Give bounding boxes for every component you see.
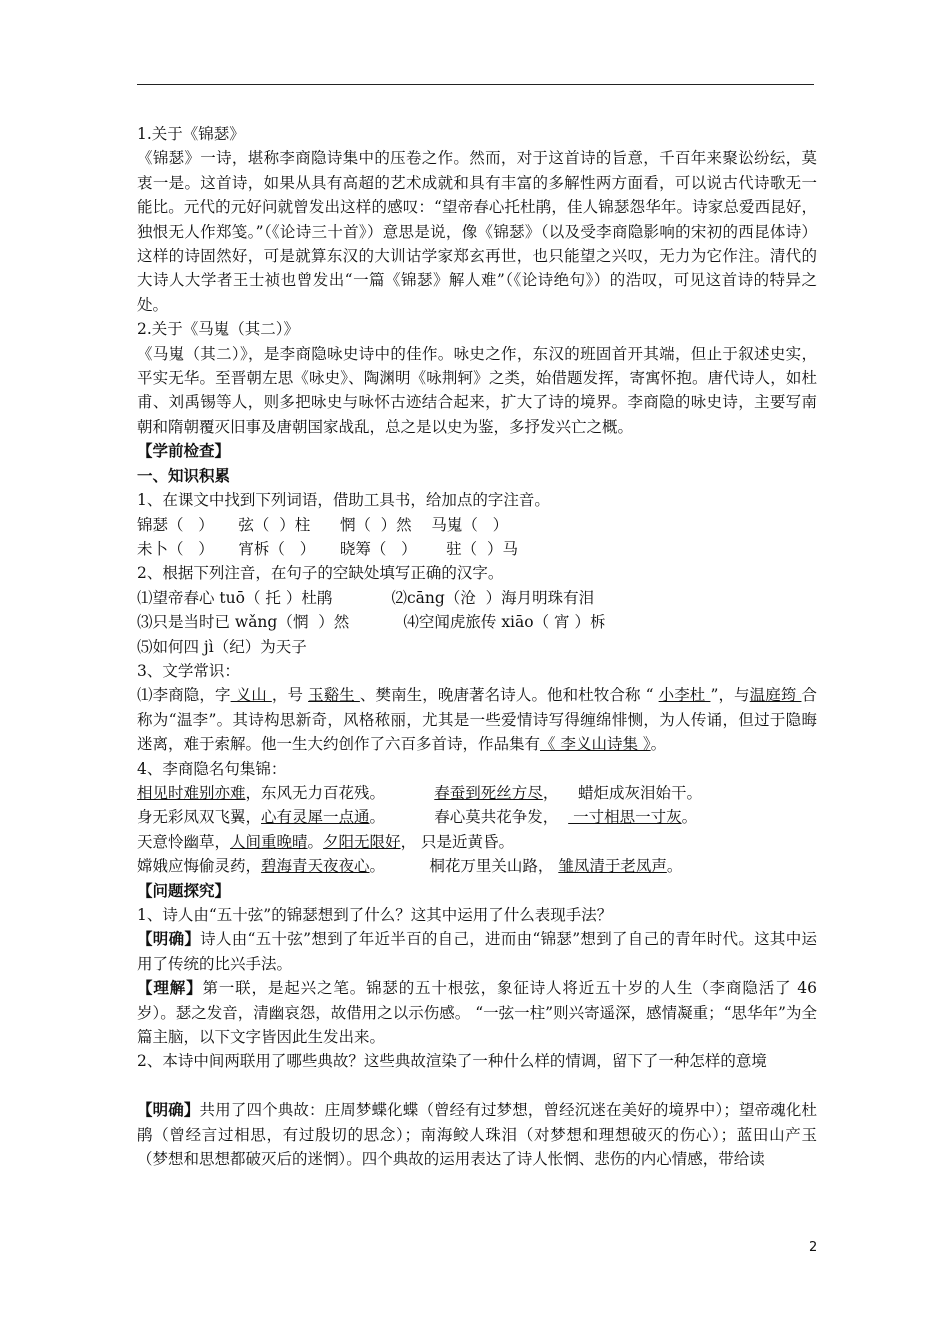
answer-wentingyun: 温庭筠	[749, 686, 802, 705]
question-1: 1、在课文中找到下列词语，借助工具书，给加点的字注音。	[137, 491, 550, 510]
quote-answer: 一寸相思一寸灰	[568, 808, 682, 827]
answer-yishan: 义山	[230, 686, 272, 705]
inquiry-answer-1	[137, 927, 817, 976]
facts-text: 、樊南生，晚唐著名诗人。他和杜牧合称 “	[359, 686, 659, 705]
question-3: 3、文学常识：	[137, 661, 240, 680]
question-2: 2、根据下列注音，在句子的空缺处填写正确的汉字。	[137, 564, 504, 583]
fill-row-2: ⑶只是当时已 wǎng（惘 ）然 ⑷空闻虎旅传 xiāo（ 宵 ）柝	[137, 613, 606, 632]
quote-text: 。 桐花万里关山路，	[369, 857, 559, 876]
pre-check-heading: 【学前检查】	[137, 441, 231, 461]
quote-text: 。 春心莫共花争发，	[369, 808, 569, 827]
quote-text: ， 蜡炬成灰泪始干。	[542, 783, 703, 802]
quote-text: ，东风无力百花残。	[245, 783, 435, 802]
quote-row-4	[137, 854, 817, 878]
quote-row-1	[137, 781, 817, 805]
pinyin-row-1: 锦瑟（ ） 弦（ ）柱 惘（ ）然 马嵬（ ）	[137, 515, 509, 534]
quote-row-3	[137, 830, 817, 854]
answer-yuxisheng: 玉谿生	[308, 686, 360, 705]
quote-answer: 相见时难别亦难	[137, 783, 246, 802]
inquiry-answer-2	[137, 1098, 817, 1171]
fill-row-1: ⑴望帝春心 tuō（ 托 ）杜鹃 ⑵cāng（沧 ）海月明珠有泪	[137, 588, 595, 607]
facts-text: ⑴李商隐，字	[137, 686, 231, 705]
section-2-body: 《马嵬（其二）》，是李商隐咏史诗中的佳作。咏史之作，东汉的班固首开其端，但止于叙述史实，平实无华。至晋朝左思《咏史》、陶渊明《咏荆轲》之类，始借题发挥，寄寓怀抱。唐代诗人，如杜甫、刘禹锡等人，则多把咏史与咏怀古迹结合起来，扩大了诗的境界。李商隐的咏史诗，主要写南朝和隋朝覆灭旧事及唐朝国家战乱，总之是以史为鉴，多抒发兴亡之概。	[137, 344, 817, 436]
inquiry-understanding-1	[137, 976, 817, 1049]
quote-answer: 碧海青天夜夜心	[261, 857, 370, 876]
inquiry-question-1: 1、诗人由“五十弦”的锦瑟想到了什么？这其中运用了什么表现手法？	[137, 906, 613, 924]
quote-text: ， 只是近黄昏。	[400, 832, 514, 851]
facts-text: 合称为“温李”。其诗构思新奇，风格秾丽，尤其是一些爱情诗写得缠绵悱恻，为人传诵，但过于隐晦迷离，难于索解。他一生大约创作了六百多首诗，作品集有	[137, 686, 817, 754]
blank-line	[137, 1074, 817, 1098]
clarify-text: 诗人由“五十弦”想到了年近半百的自己，进而由“锦瑟”想到了自己的青年时代。这其中运用了传统的比兴手法。	[137, 930, 817, 973]
answer-xiaolidu: 小李杜	[658, 686, 711, 705]
section-1-title: 1.关于《锦瑟》	[137, 125, 245, 143]
literature-facts	[137, 683, 817, 756]
pinyin-row-2: 未卜（ ） 宵柝（ ） 晓筹（ ） 驻（ ）马	[137, 539, 519, 558]
page-number: 2	[809, 1240, 818, 1255]
answer-collection: 《 李义山诗集 》	[540, 735, 651, 754]
quote-text: 。	[666, 857, 683, 876]
quote-text: 。	[681, 808, 698, 827]
facts-text: 。	[650, 735, 667, 754]
quote-answer: 心有灵犀一点通	[261, 808, 370, 827]
clarify-text: 共用了四个典故：庄周梦蝶化蝶（曾经有过梦想，曾经沉迷在美好的境界中）；望帝魂化杜鹃（曾经言过相思，有过殷切的思念）；南海鲛人珠泪（对梦想和理想破灭的伤心）；蓝田山产玉（梦想和思想都破灭后的迷惘）。四个典故的运用表达了诗人怅惘、悲伤的内心情感，带给读	[137, 1101, 817, 1169]
facts-text: ，号	[271, 686, 309, 705]
quote-text: 身无彩凤双飞翼，	[137, 808, 262, 827]
understand-text: 第一联，是起兴之笔。锦瑟的五十根弦，象征诗人将近五十岁的人生（李商隐活了 46 岁）。瑟之发音，清幽哀怨，故借用之以示伤感。 “一弦一柱”则兴寄遥深，感情凝重；“思华年”为全篇主脑，以下文字皆因此生发出来。	[137, 979, 817, 1047]
quote-answer: 夕阳无限好	[323, 832, 401, 851]
knowledge-heading: 一、知识积累	[137, 465, 231, 485]
quote-answer: 春蚕到死丝方尽	[434, 783, 543, 802]
quote-answer: 人间重晚晴	[230, 832, 308, 851]
section-1-body: 《锦瑟》一诗，堪称李商隐诗集中的压卷之作。然而，对于这首诗的旨意，千百年来聚讼纷纭，莫衷一是。这首诗，如果从具有高超的艺术成就和具有丰富的多解性两方面看，可以说古代诗歌无一能比。元代的元好问就曾发出这样的感叹：“望帝春心托杜鹃，佳人锦瑟怨华年。诗家总爱西昆好，独恨无人作郑笺。”（《论诗三十首》）意思是说，像《锦瑟》（以及受李商隐影响的宋初的西昆体诗）这样的诗固然好，可是就算东汉的大训诂学家郑玄再世，也只能望之兴叹，无力为它作注。清代的大诗人大学者王士祯也曾发出“一篇《锦瑟》解人难”（《论诗绝句》）的浩叹，可见这首诗的特异之处。	[137, 149, 817, 314]
clarify-tag: 【明确】	[137, 929, 201, 949]
fill-row-3: ⑸如何四 jì（纪）为天子	[137, 637, 307, 656]
document-body	[137, 122, 817, 1171]
header-rule	[137, 84, 814, 85]
understand-tag: 【理解】	[137, 978, 203, 998]
quote-text: 天意怜幽草，	[137, 832, 231, 851]
quote-row-2	[137, 805, 817, 829]
quote-answer: 雏凤清于老凤声	[558, 857, 667, 876]
inquiry-heading: 【问题探究】	[137, 880, 231, 900]
facts-text: ”，与	[710, 686, 750, 705]
section-2-title: 2.关于《马嵬（其二）》	[137, 320, 300, 339]
quote-text: 。	[307, 832, 324, 851]
inquiry-question-2: 2、本诗中间两联用了哪些典故？这些典故渲染了一种什么样的情调，留下了一种怎样的意境	[137, 1052, 767, 1071]
clarify-tag: 【明确】	[137, 1100, 200, 1120]
quote-text: 嫦娥应悔偷灵药，	[137, 857, 262, 876]
question-4: 4、李商隐名句集锦：	[137, 759, 287, 778]
